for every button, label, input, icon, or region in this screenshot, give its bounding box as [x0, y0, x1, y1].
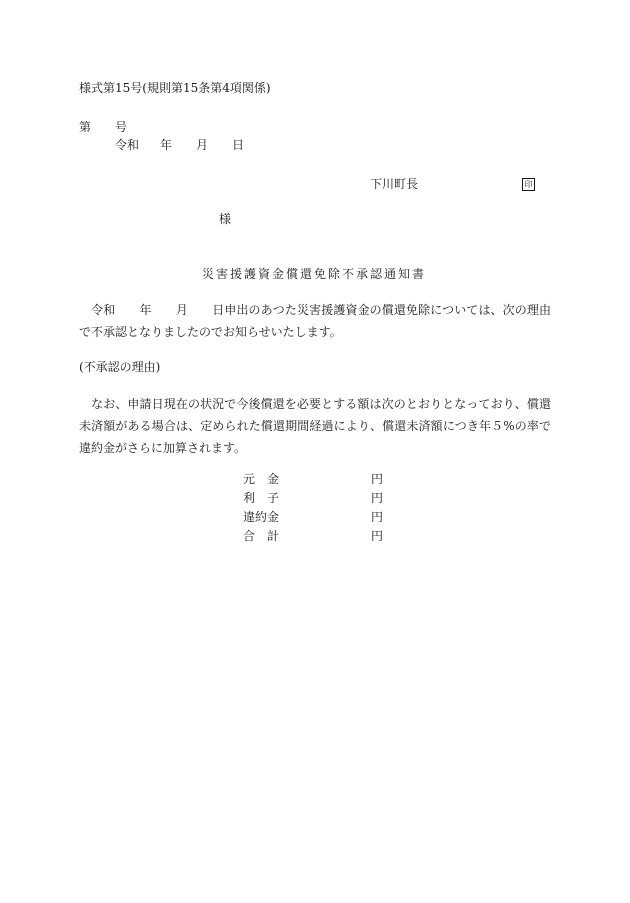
- document-title: 災害援護資金償還免除不承認通知書: [202, 267, 427, 281]
- date-month-unit: 月: [196, 138, 209, 152]
- body-paragraph-2: なお、申請日現在の状況で今後償還を必要とする額は次のとおりとなっており、償還未済額がある場合は、定められた償還期間経過により、償還未済額につき年５%の率で違約金がさらに加算されます。: [79, 397, 551, 455]
- form-reference: 様式第15号(規則第15条第4項関係): [79, 81, 271, 95]
- date-day-unit: 日: [232, 138, 245, 152]
- seal-mark: [522, 177, 535, 191]
- reason-heading: (不承認の理由): [79, 360, 161, 374]
- body-paragraph-1: 令和 年 月 日申出のあつた災害援護資金の償還免除については、次の理由で不承認となりましたのでお知らせいたします。: [79, 303, 551, 339]
- amount-unit-principal: 円: [371, 472, 384, 486]
- amount-label-penalty: 違約金: [243, 510, 280, 524]
- document-number-prefix: 第: [79, 120, 92, 134]
- amount-label-total: 合 計: [243, 529, 280, 543]
- amount-label-principal: 元 金: [243, 472, 280, 486]
- sender-title: 下川町長: [370, 177, 419, 191]
- amount-label-interest: 利 子: [243, 491, 280, 505]
- document-number-suffix: 号: [115, 120, 128, 134]
- seal-icon: 印: [522, 178, 535, 191]
- amount-unit-penalty: 円: [371, 510, 384, 524]
- amount-unit-interest: 円: [371, 491, 384, 505]
- amount-unit-total: 円: [371, 529, 384, 543]
- recipient-honorific: 様: [219, 212, 232, 226]
- date-era: 令和: [115, 138, 140, 152]
- date-year-unit: 年: [160, 138, 173, 152]
